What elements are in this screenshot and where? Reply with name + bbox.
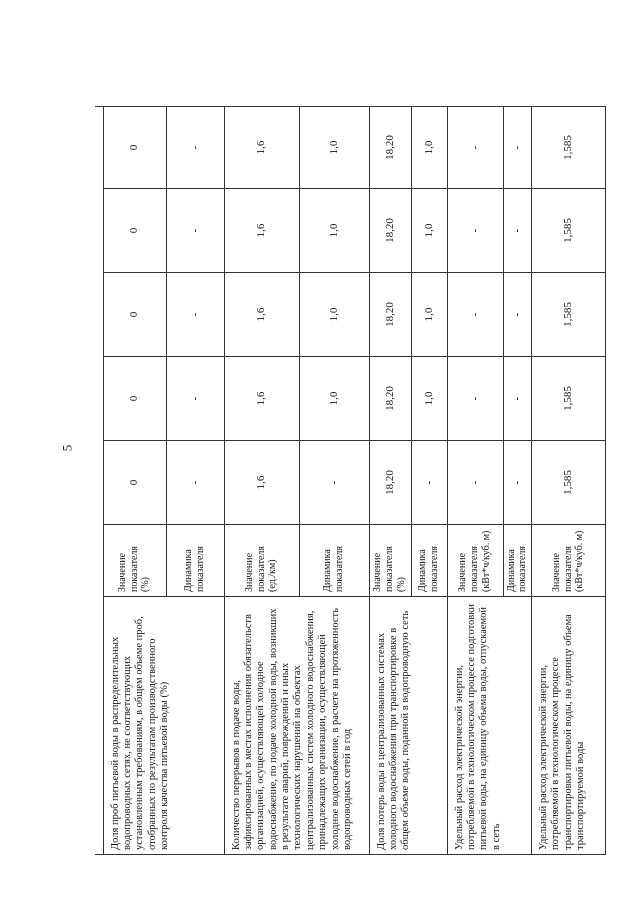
value-cell: - xyxy=(166,357,224,441)
value-cell: 1,585 xyxy=(532,189,606,273)
value-cell: 0 xyxy=(103,106,166,188)
value-cell: 1,6 xyxy=(224,441,299,525)
value-cell: - xyxy=(411,441,447,525)
value-cell: 18,20 xyxy=(369,357,411,441)
value-cell: 1,0 xyxy=(411,189,447,273)
value-cell: - xyxy=(503,106,532,188)
value-cell: 1,0 xyxy=(411,273,447,357)
value-cell: 1,0 xyxy=(299,357,369,441)
value-cell: 1,585 xyxy=(532,441,606,525)
value-cell: 0 xyxy=(103,357,166,441)
value-cell: 0 xyxy=(103,189,166,273)
value-cell: - xyxy=(503,441,532,525)
value-cell: 1,585 xyxy=(532,357,606,441)
value-cell: 1,0 xyxy=(411,106,447,188)
indicator-name: Доля потерь воды в централизованных системах холодного водоснабжения при транспортировке в общем объеме воды, поданной в водопроводную сеть xyxy=(369,597,447,855)
table-top-gap xyxy=(95,106,103,854)
indicator-name: Удельный расход электрической энергии, потребляемой в технологическом процессе транспортировки питьевой воды, на единицу объема транспортируемой воды xyxy=(532,597,606,855)
value-cell: 18,20 xyxy=(369,441,411,525)
table-row xyxy=(103,106,166,854)
value-cell: 1,6 xyxy=(224,106,299,188)
indicator-name: Удельный расход электрической энергии, потребляемой в технологическом процессе подготовки питьевой воды, на единицу объема воды, отпускаемой в сеть xyxy=(447,597,532,855)
value-cell: 18,20 xyxy=(369,189,411,273)
value-cell: - xyxy=(447,441,503,525)
value-cell: 0 xyxy=(103,273,166,357)
value-cell: 1,0 xyxy=(299,106,369,188)
value-cell: 1,585 xyxy=(532,106,606,188)
indicators-table-rotated xyxy=(95,107,605,855)
value-cell: 1,0 xyxy=(299,273,369,357)
value-cell: 1,6 xyxy=(224,357,299,441)
sub-label: Значение показателя (%) xyxy=(369,525,411,597)
sub-label: Значение показателя (%) xyxy=(103,525,166,597)
value-cell: 1,0 xyxy=(411,357,447,441)
value-cell: - xyxy=(166,441,224,525)
value-cell: - xyxy=(447,357,503,441)
value-cell: - xyxy=(447,106,503,188)
value-cell: 1,6 xyxy=(224,273,299,357)
value-cell: 0 xyxy=(103,441,166,525)
sub-label: Динамика показателя xyxy=(503,525,532,597)
value-cell: - xyxy=(166,189,224,273)
value-cell: - xyxy=(503,273,532,357)
sub-label: Значение показателя (кВт*ч/куб. м) xyxy=(532,525,606,597)
value-cell: - xyxy=(166,106,224,188)
value-cell: 1,6 xyxy=(224,189,299,273)
value-cell: 18,20 xyxy=(369,106,411,188)
sub-label: Значение показателя (кВт*ч/куб. м) xyxy=(447,525,503,597)
indicator-name: Доля проб питьевой воды в распределительных водопроводных сетях, не соответствующих установленным требованиям, в общем объеме проб, отобранных по результатам производственного контроля качества питьевой воды (%) xyxy=(103,597,224,855)
value-cell: - xyxy=(503,357,532,441)
value-cell: - xyxy=(503,189,532,273)
value-cell: - xyxy=(166,273,224,357)
value-cell: - xyxy=(447,273,503,357)
sub-label: Динамика показателя xyxy=(411,525,447,597)
table-row xyxy=(532,106,606,854)
value-cell: 1,585 xyxy=(532,273,606,357)
indicator-name: Количество перерывов в подаче воды, зафиксированных в местах исполнения обязательств организацией, осуществляющей холодное водоснабжение, по подаче холодной воды, возникших в результате аварий, повреждений и иных технологических нарушений на объектах централизованных систем холодного водоснабжения, принадлежащих организации, осуществляющей холодное водоснабжение, в расчете на протяженность водопроводных сетей в год xyxy=(224,597,369,855)
page-number: 5 xyxy=(59,444,75,452)
sub-label: Значение показателя (ед./км) xyxy=(224,525,299,597)
sub-label: Динамика показателя xyxy=(299,525,369,597)
value-cell: - xyxy=(447,189,503,273)
indicators-table xyxy=(95,106,606,855)
table-row xyxy=(447,106,503,854)
value-cell: 1,0 xyxy=(299,189,369,273)
value-cell: - xyxy=(299,441,369,525)
sub-label: Динамика показателя xyxy=(166,525,224,597)
table-row xyxy=(224,106,299,854)
table-row xyxy=(369,106,411,854)
value-cell: 18,20 xyxy=(369,273,411,357)
